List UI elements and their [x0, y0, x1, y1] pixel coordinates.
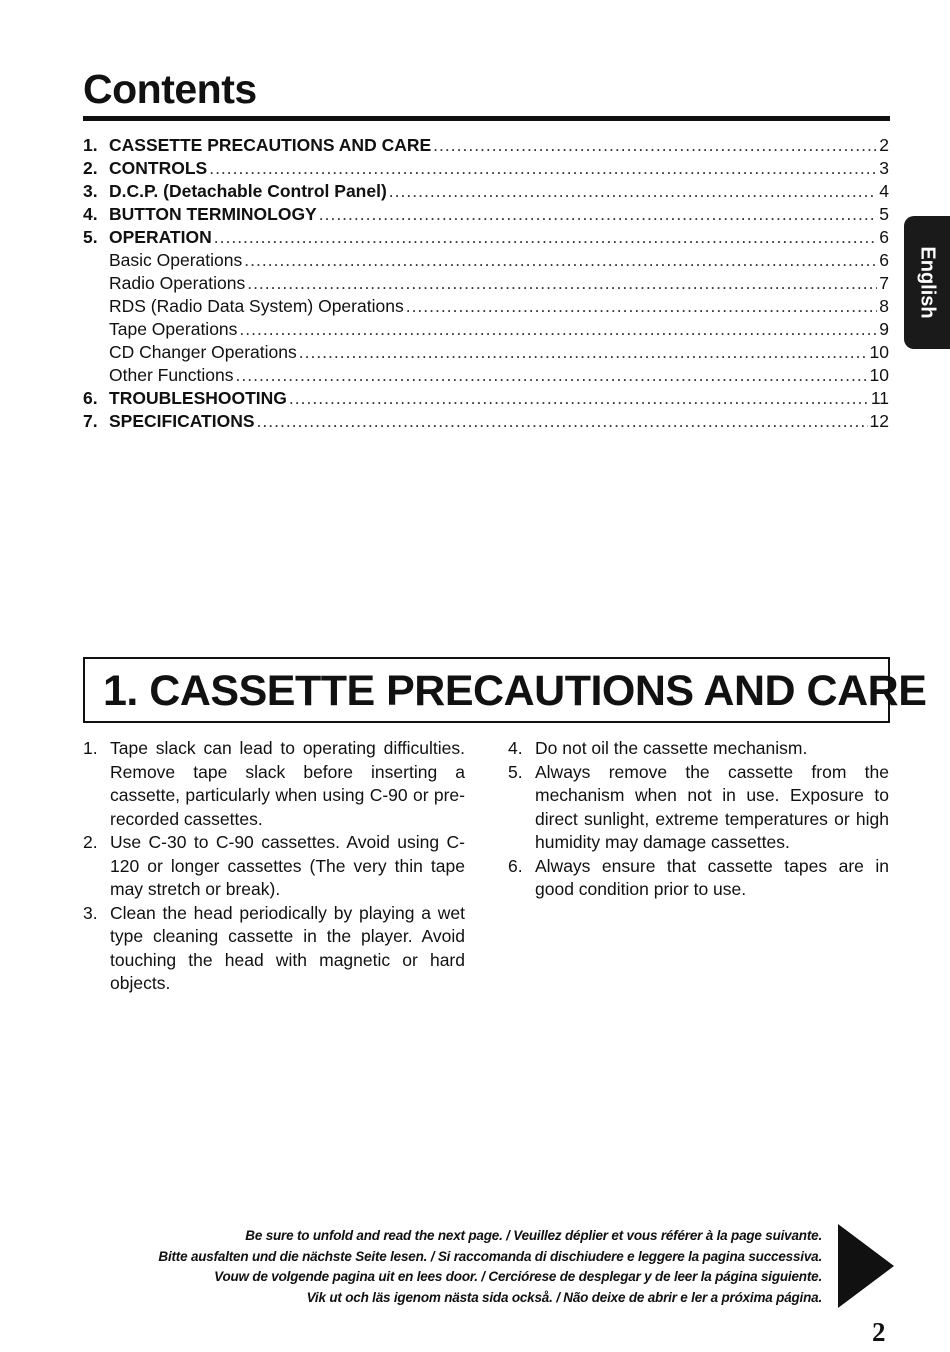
toc-item-page: 12 — [869, 411, 889, 431]
notice-line: Bitte ausfalten und die nächste Seite lesen. / Si raccomanda di dischiudere e leggere la pagina successiva. — [158, 1248, 822, 1264]
toc-subitem[interactable] — [83, 295, 889, 318]
list-item-number: 2. — [83, 832, 98, 852]
table-of-contents — [83, 134, 889, 433]
toc-item-label: CD Changer Operations — [109, 342, 297, 362]
toc-item-page: 7 — [879, 273, 889, 293]
list-item — [508, 737, 889, 761]
toc-item-number: 1. — [83, 135, 98, 155]
toc-item-page: 8 — [879, 296, 889, 316]
list-item — [508, 855, 889, 902]
list-item-text: Always ensure that cassette tapes are in good condition prior to use. — [535, 855, 889, 899]
toc-item[interactable] — [83, 134, 889, 157]
toc-item-label: Tape Operations — [109, 319, 238, 339]
notice-line: Vouw de volgende pagina uit en lees door. / Cerciórese de desplegar y de leer la página siguiente. — [214, 1269, 822, 1284]
toc-item-label: SPECIFICATIONS — [109, 411, 255, 431]
list-item — [508, 761, 889, 855]
section-heading-box — [83, 657, 927, 723]
toc-leader-dots — [209, 157, 877, 180]
toc-leader-dots — [319, 203, 878, 226]
list-item-text: Clean the head periodically by playing a wet type cleaning cassette in the player. Avoid touching the head with magnetic or hard objects. — [110, 902, 465, 993]
notice-line: Vik ut och läs igenom nästa sida också. / Não deixe de abrir e ler a próxima página. — [306, 1289, 822, 1305]
list-item — [83, 831, 465, 902]
toc-item-label: RDS (Radio Data System) Operations — [109, 296, 404, 316]
toc-item[interactable] — [83, 226, 889, 249]
precautions-list-left — [83, 737, 465, 996]
toc-item-page: 3 — [879, 158, 889, 178]
toc-item-label: Basic Operations — [109, 250, 243, 270]
toc-item-page: 4 — [879, 181, 889, 201]
list-item-text: Tape slack can lead to operating difficulties. Remove tape slack before inserting a cassette, particularly when using C-90 or pre-recorded cassettes. — [110, 738, 465, 829]
list-item-number: 6. — [508, 855, 523, 876]
list-item-number: 3. — [83, 902, 98, 923]
precautions-list-right — [508, 737, 889, 902]
toc-leader-dots — [236, 364, 868, 387]
list-item-number: 5. — [508, 761, 523, 782]
toc-item-number: 4. — [83, 204, 98, 224]
toc-leader-dots — [299, 341, 868, 364]
toc-leader-dots — [289, 387, 869, 410]
toc-item[interactable] — [83, 387, 889, 410]
toc-item-page: 9 — [879, 319, 889, 339]
toc-subitem[interactable] — [83, 249, 889, 272]
toc-leader-dots — [239, 318, 877, 341]
list-item — [83, 902, 465, 996]
toc-item-page: 6 — [879, 227, 889, 247]
list-item-text: Always remove the cassette from the mechanism when not in use. Exposure to direct sunlight, extreme temperatures or high humidity may damage cassettes. — [535, 761, 889, 852]
toc-subitem[interactable] — [83, 364, 889, 387]
list-item — [83, 737, 465, 831]
toc-item[interactable] — [83, 157, 889, 180]
toc-item-number: 6. — [83, 388, 98, 408]
toc-item-label: OPERATION — [109, 227, 212, 247]
language-tab-label: English — [916, 246, 939, 319]
toc-leader-dots — [214, 226, 878, 249]
language-tab — [904, 216, 950, 349]
toc-subitem[interactable] — [83, 341, 889, 364]
toc-item-page: 10 — [869, 365, 889, 385]
toc-item-number: 3. — [83, 181, 98, 201]
unfold-notice — [158, 1226, 822, 1308]
triangle-right-icon — [838, 1224, 894, 1308]
toc-item-label: Radio Operations — [109, 273, 246, 293]
toc-item-page: 10 — [869, 342, 889, 362]
list-item-number: 1. — [83, 738, 98, 758]
toc-leader-dots — [257, 410, 868, 433]
toc-item-label: D.C.P. (Detachable Control Panel) — [109, 181, 387, 201]
toc-leader-dots — [247, 272, 877, 295]
toc-item-number: 5. — [83, 227, 98, 247]
list-item-text: Use C-30 to C-90 cassettes. Avoid using C-120 or longer cassettes (The very thin tape may stretch or break). — [110, 832, 465, 899]
toc-item-page: 2 — [879, 135, 889, 155]
toc-item-page: 6 — [879, 250, 889, 270]
toc-leader-dots — [433, 134, 877, 157]
list-item-text: Do not oil the cassette mechanism. — [535, 738, 808, 758]
toc-subitem[interactable] — [83, 272, 889, 295]
toc-item[interactable] — [83, 410, 889, 433]
toc-item[interactable] — [83, 203, 889, 226]
toc-item-label: BUTTON TERMINOLOGY — [109, 204, 317, 224]
list-item-number: 4. — [508, 738, 523, 758]
toc-item[interactable] — [83, 180, 889, 203]
toc-item-page: 11 — [870, 388, 889, 408]
toc-leader-dots — [406, 295, 878, 318]
toc-item-label: CASSETTE PRECAUTIONS AND CARE — [109, 135, 432, 155]
title-rule — [83, 116, 890, 121]
toc-item-label: CONTROLS — [109, 158, 208, 178]
toc-item-number: 7. — [83, 411, 98, 431]
toc-item-number: 2. — [83, 158, 98, 178]
toc-item-label: TROUBLESHOOTING — [109, 388, 287, 408]
toc-subitem[interactable] — [83, 318, 889, 341]
toc-leader-dots — [244, 249, 877, 272]
page-number: 2 — [872, 1317, 886, 1347]
toc-leader-dots — [389, 180, 877, 203]
toc-item-label: Other Functions — [109, 365, 234, 385]
toc-item-page: 5 — [879, 204, 889, 224]
contents-title: Contents — [83, 66, 257, 112]
section-heading: 1. CASSETTE PRECAUTIONS AND CARE — [103, 667, 927, 715]
notice-line: Be sure to unfold and read the next page. / Veuillez déplier et vous référer à la page suivante. — [245, 1228, 822, 1243]
